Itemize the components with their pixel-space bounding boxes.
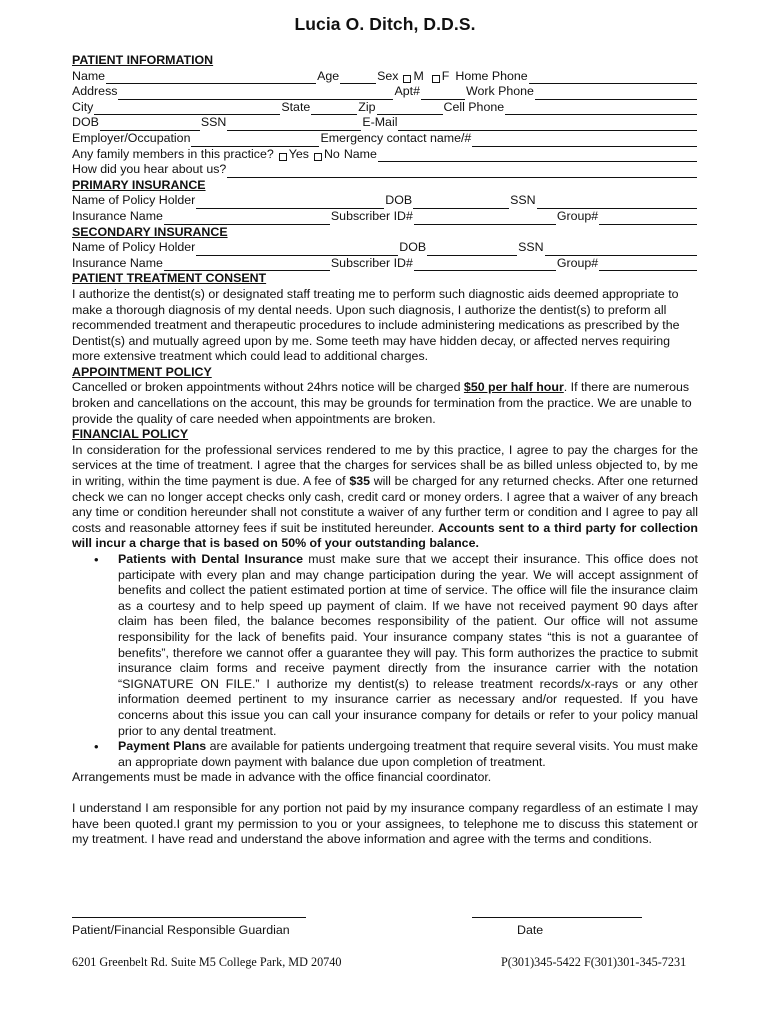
arrangements-text: Arrangements must be made in advance with the office financial coordinator. [72,770,492,785]
sex-label: Sex [377,68,399,83]
bullet-dental-insurance [72,552,698,739]
sex-f-label: F [441,68,450,83]
zip-label: Zip [358,99,376,114]
secondary-dob-label: DOB [399,240,427,255]
name-field[interactable] [106,71,316,84]
primary-dob-label: DOB [385,193,413,208]
financial-policy-text [72,443,698,552]
home-phone-field[interactable] [529,71,697,84]
state-label: State [281,99,311,114]
primary-group-label: Group# [556,208,599,223]
secondary-ssn-label: SSN [518,240,544,255]
row-dob [72,115,698,131]
financial-text-after: will be charged for any returned checks. After one returned check we can no longer accept checks only cash, credit card or money orders. I agree that a waiver of any breach any time or condition hereunder shall not constitute a waiver of any further term or condition and I agree to pay all costs and reasonable attorney fees if suit be instituted hereunder. [72,474,698,535]
page-title: Lucia O. Ditch, D.D.S. [294,14,476,34]
ssn-label: SSN [200,115,227,130]
primary-row-holder [72,193,698,209]
state-field[interactable] [311,102,357,115]
sex-m-checkbox[interactable] [403,75,411,83]
apt-label: Apt# [394,84,420,99]
date-label: Date [517,923,544,937]
bullet-payment-plans [72,739,698,770]
work-phone-field[interactable] [535,87,697,100]
returned-check-fee: $35 [349,474,370,489]
primary-insurance-name-label: Insurance Name [72,208,163,223]
guardian-signature-label: Patient/Financial Responsible Guardian [72,923,290,937]
secondary-subscriber-label: Subscriber ID# [330,255,413,270]
appointment-text-before: Cancelled or broken appointments without 24hrs notice will be charged [72,380,464,395]
ssn-field[interactable] [227,118,361,131]
row-employer [72,131,698,147]
email-field[interactable] [398,118,697,131]
zip-field[interactable] [377,102,443,115]
date-signature-line[interactable] [472,917,642,918]
cell-phone-field[interactable] [505,102,697,115]
treatment-consent-text: I authorize the dentist(s) or designated staff treating me to perform such diagnostic aids deemed appropriate to make a thorough diagnosis of my dental needs. Upon such diagnosis, I authorize the dentist(s) to preform all recommended treatment and therapeutic procedures to include administering medications as prescribed by the Dentist(s) and mutually agreed upon by me. Some teeth may have hidden decay, or affected nerves requiring more extensive treatment which could lead to additional charges. [72,286,680,364]
treatment-consent-heading: PATIENT TREATMENT CONSENT [72,271,267,286]
primary-row-insurance [72,209,698,225]
row-family [72,147,698,163]
address-field[interactable] [118,87,393,100]
cell-phone-label: Cell Phone [443,99,505,114]
employer-label: Employer/Occupation [72,130,191,145]
appointment-policy-text [72,380,698,427]
primary-group-field[interactable] [599,212,697,225]
family-no-label: No [323,146,340,161]
row-address [72,84,698,100]
financial-text-before: In consideration for the professional services rendered to me by this practice, I agree to pay the charges for the services at the time of treatment. I agree that the charges for services shall be as billed unless objected to, by me in writing, within the time payment is due. A fee of [72,442,698,489]
secondary-holder-field[interactable] [196,243,398,256]
secondary-holder-label: Name of Policy Holder [72,240,196,255]
family-no-checkbox[interactable] [314,153,322,161]
work-phone-label: Work Phone [465,84,534,99]
emergency-field[interactable] [472,134,697,147]
name-label: Name [72,68,106,83]
bullet-payment-plans-text: are available for patients undergoing treatment that require several visits. You must make an appropriate down payment with balance due upon completion of treatment. [118,739,698,769]
financial-bullets [72,552,698,770]
primary-holder-field[interactable] [196,196,384,209]
sex-f-checkbox[interactable] [432,75,440,83]
appointment-policy-heading: APPOINTMENT POLICY [72,364,212,379]
heard-label: How did you hear about us? [72,162,227,177]
secondary-group-label: Group# [556,255,599,270]
family-label: Any family members in this practice? [72,146,274,161]
home-phone-label: Home Phone [455,68,528,83]
dob-field[interactable] [100,118,200,131]
guardian-signature-line[interactable] [72,917,306,918]
primary-insurance-heading: PRIMARY INSURANCE [72,177,206,192]
row-city [72,100,698,116]
city-field[interactable] [94,102,280,115]
secondary-row-holder [72,240,698,256]
appointment-fee: $50 per half hour [463,380,564,395]
secondary-insurance-heading: SECONDARY INSURANCE [72,224,228,239]
email-label: E-Mail [362,115,398,130]
apt-field[interactable] [421,87,465,100]
primary-ssn-field[interactable] [537,196,697,209]
address-label: Address [72,84,118,99]
collection-note: Accounts sent to a third party for collection will incur a charge that is based on 50% of your outstanding balance. [72,520,698,551]
age-field[interactable] [340,71,376,84]
primary-ssn-label: SSN [510,193,536,208]
family-name-field[interactable] [378,149,697,162]
bullet-dental-insurance-title: Patients with Dental Insurance [118,552,304,566]
sex-m-label: M [413,68,424,83]
agreement-text: I understand I am responsible for any portion not paid by my insurance company regardless of an estimate I may have been quoted.I grant my permission to you or your assignees, to telephone me to discuss this statement or my treatment. I have read and understand the above information and agree with the terms and conditions. [72,800,698,847]
secondary-subscriber-field[interactable] [414,258,556,271]
family-name-label: Name [343,146,377,161]
appointment-text-after: . If there are numerous broken and cancellations on the account, this may be grounds for termination from the practice. We are unable to provide the quality of care needed when appointments are broken. [72,380,692,426]
patient-info-heading: PATIENT INFORMATION [72,53,214,67]
secondary-row-insurance [72,256,698,272]
secondary-ssn-field[interactable] [545,243,697,256]
primary-subscriber-label: Subscriber ID# [330,208,413,223]
bullet-payment-plans-title: Payment Plans [118,739,207,754]
secondary-insurance-name-label: Insurance Name [72,255,163,270]
primary-holder-label: Name of Policy Holder [72,193,196,208]
row-heard [72,162,698,178]
secondary-dob-field[interactable] [427,243,517,256]
family-yes-checkbox[interactable] [279,153,287,161]
footer-phones: P(301)345-5422 F(301)301-345-7231 [501,955,687,969]
footer-address: 6201 Greenbelt Rd. Suite M5 College Park, MD 20740 [72,955,342,969]
primary-dob-field[interactable] [413,196,509,209]
emergency-label: Emergency contact name/# [320,130,472,145]
secondary-group-field[interactable] [599,258,697,271]
financial-policy-heading: FINANCIAL POLICY [72,427,189,442]
heard-field[interactable] [227,165,697,178]
bullet-dental-insurance-text: must make sure that we accept their insurance. This office does not participate with every plan and may change participation during the year. We will accept assignment of benefits and collect the patient estimated portion at time of service. The office will file the insurance claim as a courtesy and to help speed up payment of claim. If we have not received payment 90 days after claim has been filed, the balance becomes responsibility of the patient. Our office will not assume responsibility for the lack of benefits paid. Your insurance company states “this is not a guarantee of benefits”, therefore we cannot offer a guarantee they will pay. This form authorizes the practice to submit insurance claim forms and receive payment directly from the insurance carrier with the notation “SIGNATURE ON FILE.” I authorize my dentist(s) to release treatment records/x-rays or any other information deemed pertinent to my insurance carrier as necessary and/or requested. If you have concerns about this issue you can call your insurance company for details or refer to your policy manual prior to any dental treatment. [118,552,698,738]
family-yes-label: Yes [288,146,309,161]
signature-row [72,905,698,945]
employer-field[interactable] [191,134,319,147]
secondary-insurance-name-field[interactable] [164,258,330,271]
primary-subscriber-field[interactable] [414,212,556,225]
age-label: Age [317,68,340,83]
dob-label: DOB [72,115,99,130]
dental-form-page [72,14,698,848]
primary-insurance-name-field[interactable] [164,212,330,225]
city-label: City [72,99,94,114]
row-name-age-sex-phone [72,69,698,85]
